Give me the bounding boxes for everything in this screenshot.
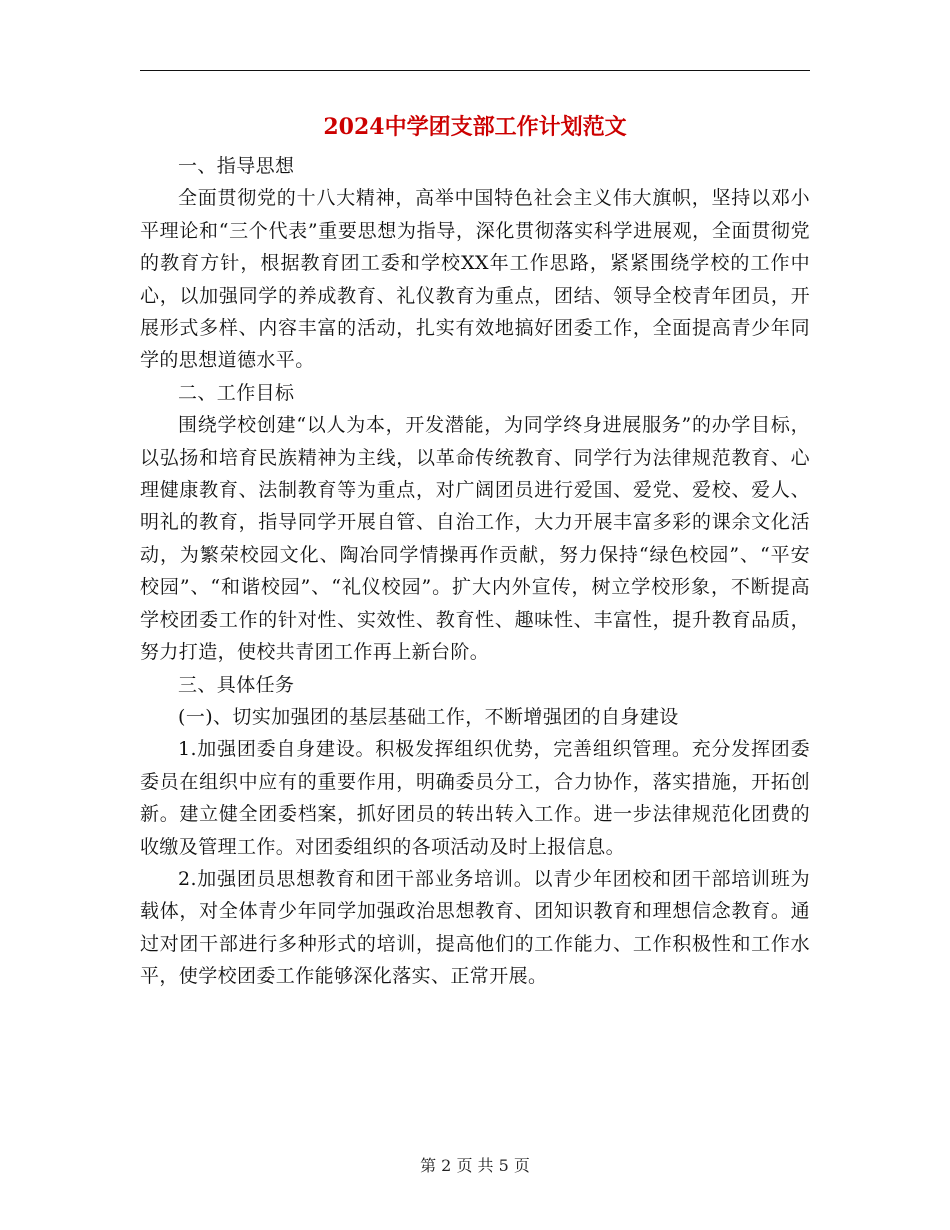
document-title: 2024中学团支部工作计划范文	[323, 114, 627, 140]
paragraph-work-goals: 围绕学校创建“以人为本，开发潜能，为同学终身进展服务”的办学目标，以弘扬和培育民族精神为主线，以革命传统教育、同学行为法律规范教育、心理健康教育、法制教育等为重点，对广阔团员进行爱国、爱党、爱校、爱人、明礼的教育，指导同学开展自管、自治工作，大力开展丰富多彩的课余文化活动，为繁荣校园文化、陶冶同学情操再作贡献，努力保持“绿色校园”、“平安校园”、“和谐校园”、“礼仪校园”。扩大内外宣传，树立学校形象，不断提高学校团委工作的针对性、实效性、教育性、趣味性、丰富性，提升教育品质，努力打造，使校共青团工作再上新台阶。	[140, 414, 810, 664]
section-heading-work-goals: 二、工作目标	[178, 381, 295, 404]
paragraph-task-1-item-2: 2.加强团员思想教育和团干部业务培训。以青少年团校和团干部培训班为载体，对全体青少年同学加强政治思想教育、团知识教育和理想信念教育。通过对团干部进行多种形式的培训，提高他们的工作能力、工作积极性和工作水平，使学校团委工作能够深化落实、正常开展。	[140, 867, 810, 988]
section-heading-specific-tasks: 三、具体任务	[178, 673, 295, 696]
subsection-heading-task-1: (一)、切实加强团的基层基础工作，不断增强团的自身建设	[178, 705, 679, 728]
header-rule	[140, 70, 810, 71]
document-body	[140, 150, 810, 993]
page-number: 第 2 页 共 5 页	[420, 1156, 530, 1175]
section-heading-guiding-ideology: 一、指导思想	[178, 155, 295, 177]
paragraph-task-1-item-1: 1.加强团委自身建设。积极发挥组织优势，完善组织管理。充分发挥团委委员在组织中应有的重要作用，明确委员分工，合力协作，落实措施，开拓创新。建立健全团委档案，抓好团员的转出转入工作。进一步法律规范化团费的收缴及管理工作。对团委组织的各项活动及时上报信息。	[140, 738, 810, 858]
paragraph-guiding-ideology: 全面贯彻党的十八大精神，高举中国特色社会主义伟大旗帜，坚持以邓小平理论和“三个代表”重要思想为指导，深化贯彻落实科学进展观，全面贯彻党的教育方针，根据教育团工委和学校XX年工作思路，紧紧围绕学校的工作中心，以加强同学的养成教育、礼仪教育为重点，团结、领导全校青年团员，开展形式多样、内容丰富的活动，扎实有效地搞好团委工作，全面提高青少年同学的思想道德水平。	[140, 187, 810, 372]
